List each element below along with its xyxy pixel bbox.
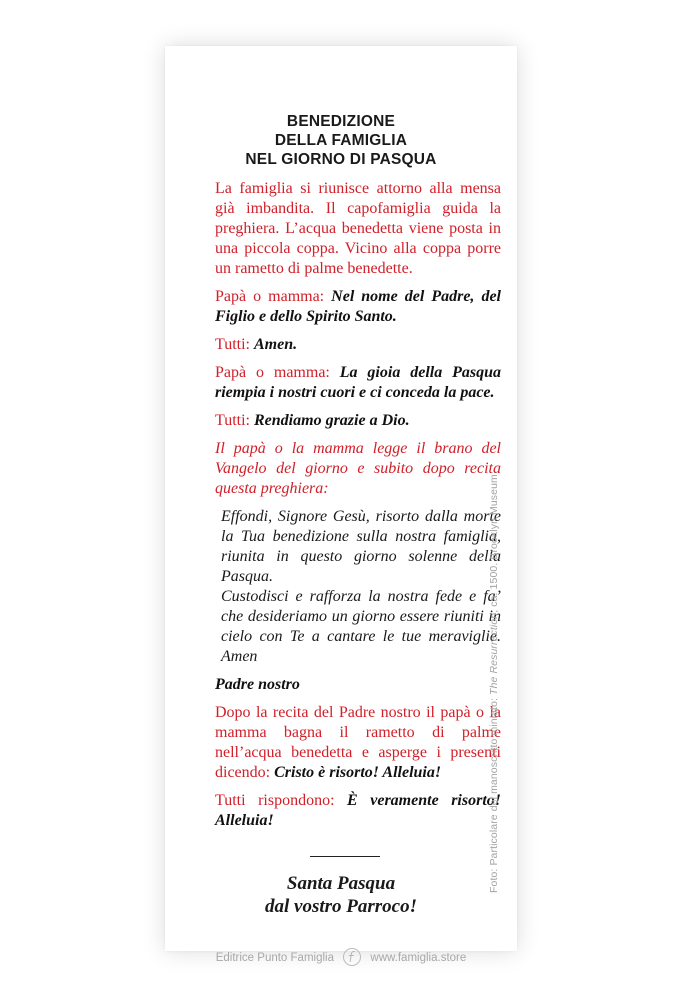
padre-nostro-heading: Padre nostro: [215, 676, 300, 693]
exchange-3: [215, 363, 501, 403]
intro-paragraph: La famiglia si riunisce attorno alla mensa già imbandita. Il capofamiglia guida la preghiera. L’acqua benedetta viene posta in una piccola coppa. Vicino alla coppa porre un rametto di palme benedette.: [215, 180, 501, 277]
credit-prefix: Foto: Particolare del manoscritto miniato:: [488, 694, 500, 893]
publisher-name: Editrice Punto Famiglia: [215, 952, 334, 965]
spoken-text: Nel nome del Padre, del Figlio e dello Spirito Santo.: [215, 288, 501, 325]
prayer-text: [215, 507, 501, 667]
aspersion-exclamation: Cristo è risorto! Alleluia!: [274, 764, 442, 781]
credit-work-title: The Resurrection: [488, 612, 500, 695]
spoken-text: La gioia della Pasqua riempia i nostri cuori e ci conceda la pace.: [215, 364, 501, 401]
speaker-label: Papà o mamma:: [215, 364, 340, 381]
title-line-2: DELLA FAMIGLIA: [274, 132, 408, 149]
title-line-3: NEL GIORNO DI PASQUA: [245, 151, 437, 168]
spoken-text: Rendiamo grazie a Dio.: [254, 412, 410, 429]
speaker-label: Tutti rispondono:: [215, 792, 348, 809]
spoken-text: Amen.: [254, 336, 298, 353]
publisher-footer: [165, 950, 517, 966]
divider-line: [310, 856, 380, 857]
prayer-card: [165, 46, 517, 965]
publisher-logo-icon: [343, 948, 361, 966]
speaker-label: Tutti:: [215, 336, 254, 353]
aspersion-instruction: Dopo la recita del Padre nostro il papà o la mamma bagna il rametto di palme nell’acqua benedetta e asperge i presenti dicendo:: [215, 704, 501, 781]
card-title: [165, 112, 517, 169]
speaker-label: Papà o mamma:: [215, 288, 332, 305]
response-paragraph: [215, 791, 501, 831]
aspersion-paragraph: [215, 703, 501, 783]
title-line-1: BENEDIZIONE: [286, 113, 396, 130]
prayer-part-1: Effondi, Signore Gesù, risorto dalla morte la Tua benedizione sulla nostra famiglia, riunita in questo giorno solenne della Pasqua.: [221, 508, 501, 585]
speaker-label: Tutti:: [215, 412, 254, 429]
prayer-part-2: Custodisci e rafforza la nostra fede e fa’ che desideriamo un giorno essere riuniti in cielo con Te a cantare le tue meraviglie. Amen: [221, 588, 501, 665]
card-body: [215, 179, 501, 839]
spoken-text: È veramente risorto! Alleluia!: [215, 792, 501, 829]
photo-credit: [488, 373, 500, 893]
closing-line-2: dal vostro Parroco!: [265, 896, 417, 917]
publisher-website[interactable]: www.famiglia.store: [370, 952, 467, 965]
exchange-4: [215, 411, 501, 431]
exchange-1: [215, 287, 501, 327]
instruction-paragraph: Il papà o la mamma legge il brano del Vangelo del giorno e subito dopo recita questa preghiera:: [215, 440, 501, 497]
exchange-2: [215, 335, 501, 355]
credit-suffix: , ca. 1500. Brooklyn Museum.: [488, 471, 500, 613]
closing-greeting: [165, 872, 517, 918]
closing-line-1: Santa Pasqua: [286, 873, 396, 894]
